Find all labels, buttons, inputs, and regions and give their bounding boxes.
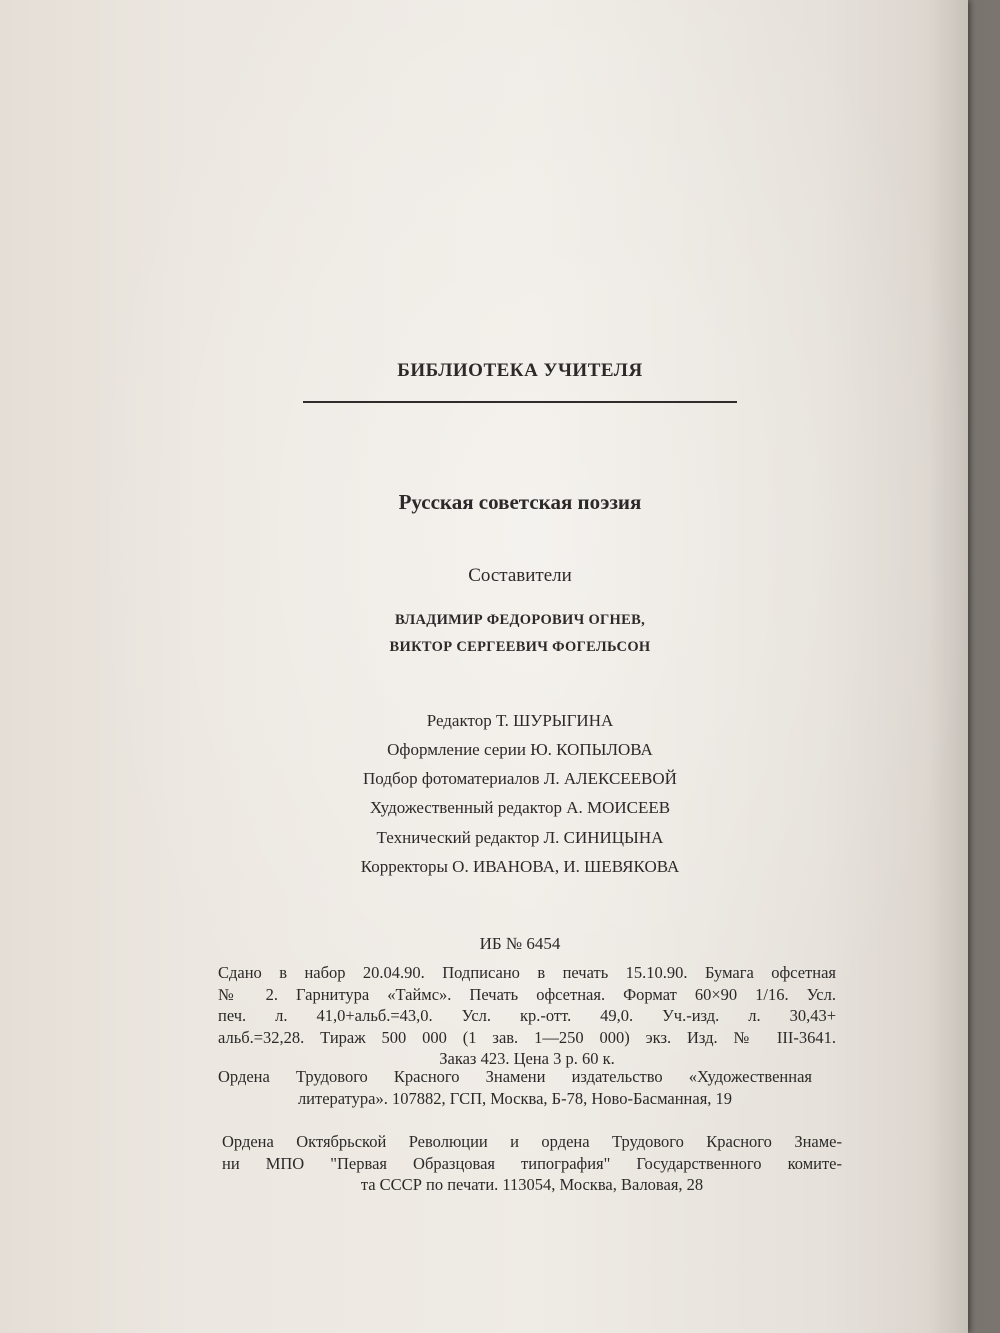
imprint-line: № 2. Гарнитура «Таймс». Печать офсетная. Формат 60×90 1/16. Усл. <box>218 984 836 1004</box>
series-title: БИБЛИОТЕКА УЧИТЕЛЯ <box>397 360 643 381</box>
compilers-label: Составители <box>468 565 572 586</box>
book-title: Русская советская поэзия <box>398 490 642 514</box>
printer-line: ни МПО "Первая Образцовая типография" Государственного комите- <box>222 1153 842 1173</box>
imprint-line: печ. л. 41,0+альб.=43,0. Усл. кр.-отт. 49,0. Уч.-изд. л. 30,43+ <box>218 1006 836 1025</box>
publisher-line: литература». 107882, ГСП, Москва, Б-78, Ново-Басманная, 19 <box>297 1088 733 1108</box>
credit-line: Корректоры О. ИВАНОВА, И. ШЕВЯКОВА <box>360 857 680 876</box>
publisher-line: Ордена Трудового Красного Знамени издательство «Художественная <box>218 1067 812 1086</box>
publisher-block <box>218 1066 812 1109</box>
credit-line: Подбор фотоматериалов Л. АЛЕКСЕЕВОЙ <box>363 769 677 788</box>
printer-block <box>222 1131 842 1196</box>
credit-line: Оформление серии Ю. КОПЫЛОВА <box>387 740 653 759</box>
divider-rule <box>303 401 737 403</box>
imprint-line: альб.=32,28. Тираж 500 000 (1 зав. 1—250 000) экз. Изд. № III-3641. <box>218 1027 836 1047</box>
compiler-name: ВИКТОР СЕРГЕЕВИЧ ФОГЕЛЬСОН <box>389 639 651 655</box>
compiler-name: ВЛАДИМИР ФЕДОРОВИЧ ОГНЕВ, <box>395 612 645 628</box>
credit-line: Редактор Т. ШУРЫГИНА <box>426 711 614 730</box>
ib-number: ИБ № 6454 <box>479 934 561 953</box>
imprint-line: Заказ 423. Цена 3 р. 60 к. <box>439 1049 615 1068</box>
printer-line: та СССР по печати. 113054, Москва, Валовая, 28 <box>360 1175 704 1194</box>
credit-line: Технический редактор Л. СИНИЦЫНА <box>376 828 664 847</box>
credit-line: Художественный редактор А. МОИСЕЕВ <box>369 798 671 817</box>
imprint-block <box>218 962 836 1070</box>
imprint-line: Сдано в набор 20.04.90. Подписано в печать 15.10.90. Бумага офсетная <box>218 963 836 982</box>
printer-line: Ордена Октябрьской Революции и ордена Трудового Красного Знаме- <box>222 1132 842 1151</box>
